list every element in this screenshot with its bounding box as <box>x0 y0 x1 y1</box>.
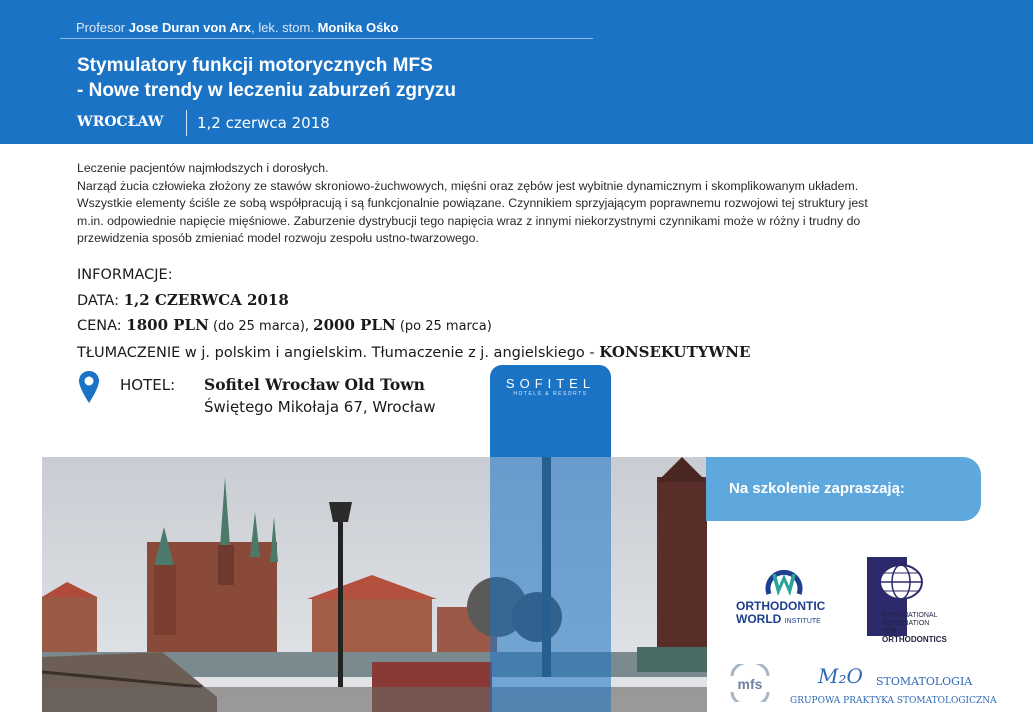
info-section <box>77 263 750 365</box>
authors-line <box>76 20 398 35</box>
ow-word: WORLD <box>736 612 782 626</box>
ow-institute: INSTITUTE <box>784 618 821 625</box>
date-label: DATA: <box>77 292 124 309</box>
sofitel-logo: SOFITEL <box>505 376 596 391</box>
price-early-note: (do 25 marca), <box>208 319 314 334</box>
iao-line-3: FOR <box>882 628 897 635</box>
price-late-note: (po 25 marca) <box>395 319 492 334</box>
iao-line-2: ASSOCIATION <box>882 620 930 627</box>
author-2: Monika Ośko <box>317 20 399 35</box>
iao-text <box>882 612 947 645</box>
ow-line-1: ORTHODONTIC <box>736 599 826 613</box>
info-translation-row <box>77 340 750 366</box>
orthodontic-world-logo-icon <box>738 560 828 604</box>
price-late: 2000 PLN <box>313 316 396 334</box>
hotel-address: Świętego Mikołaja 67, Wrocław <box>204 398 436 416</box>
authors-prefix: Profesor <box>76 20 129 35</box>
price-label: CENA: <box>77 318 127 334</box>
hotel-name: Sofitel Wrocław Old Town <box>204 375 425 394</box>
m2o-logo: M₂O <box>818 664 863 688</box>
header-date: 1,2 czerwca 2018 <box>197 114 330 132</box>
mfs-logo <box>728 664 772 706</box>
mfs-logo-text: mfs <box>737 676 763 692</box>
description-line: przewidzenia sposób zmieniać model rozwoju zespołu ustno-twarzowego. <box>77 231 479 245</box>
description-line: Wszystkie elementy ściśle ze sobą współpracują i są funkcjonalnie powiązane. Czynnikiem sprzyjającym poprawnemu rozwojowi tej struktury jest <box>77 196 868 210</box>
info-heading: INFORMACJE: <box>77 267 173 283</box>
page-title <box>77 53 456 103</box>
iao-word: ORTHODONTICS <box>882 635 947 644</box>
description-line: Leczenie pacjentów najmłodszych i dorosłych. <box>77 161 329 175</box>
price-early: 1800 PLN <box>126 316 209 334</box>
sofitel-overlay <box>490 457 611 712</box>
info-price-row <box>77 313 750 340</box>
ow-line-2 <box>736 613 825 628</box>
sofitel-subtitle: HOTELS & RESORTS <box>513 391 588 397</box>
m2o-subtitle: GRUPOWA PRAKTYKA STOMATOLOGICZNA <box>790 696 997 706</box>
iao-line-1: INTERNATIONAL <box>882 612 938 619</box>
description-line: m.in. odpowiednie napięcie mięśniowe. Zaburzenie dystrybucji tego napięcia wraz z innymi niekorzystnymi czynnikami może w różny i trudny do <box>77 213 861 228</box>
iao-line-4 <box>882 636 947 645</box>
authors-divider <box>60 38 593 39</box>
info-date-row <box>77 288 750 314</box>
translation-mode: KONSEKUTYWNE <box>599 342 751 361</box>
m2o-word: STOMATOLOGIA <box>876 675 973 688</box>
title-line-2: - Nowe trendy w leczeniu zaburzeń zgryzu <box>77 80 457 101</box>
author-1: Jose Duran von Arx <box>128 20 252 35</box>
hotel-label: HOTEL: <box>120 376 176 394</box>
description <box>77 160 987 248</box>
map-pin-icon <box>78 370 100 408</box>
title-line-1: Stymulatory funkcji motorycznych MFS <box>77 55 433 76</box>
globe-icon <box>876 562 926 606</box>
authors-connector: , lek. stom. <box>251 20 318 35</box>
orthodontic-world-text <box>736 600 825 628</box>
invite-text: Na szkolenie zapraszają: <box>729 480 905 497</box>
date-value: 1,2 CZERWCA 2018 <box>123 290 289 309</box>
city-label: WROCŁAW <box>77 114 164 130</box>
description-line: Narząd żucia człowieka złożony ze stawów skroniowo-żuchwowych, mięśni oraz zębów jest wybitnie dynamicznym i skomplikowanym układem. <box>77 178 859 193</box>
city-divider <box>186 110 187 136</box>
translation-text: TŁUMACZENIE w j. polskim i angielskim. Tłumaczenie z j. angielskiego - <box>77 344 600 361</box>
